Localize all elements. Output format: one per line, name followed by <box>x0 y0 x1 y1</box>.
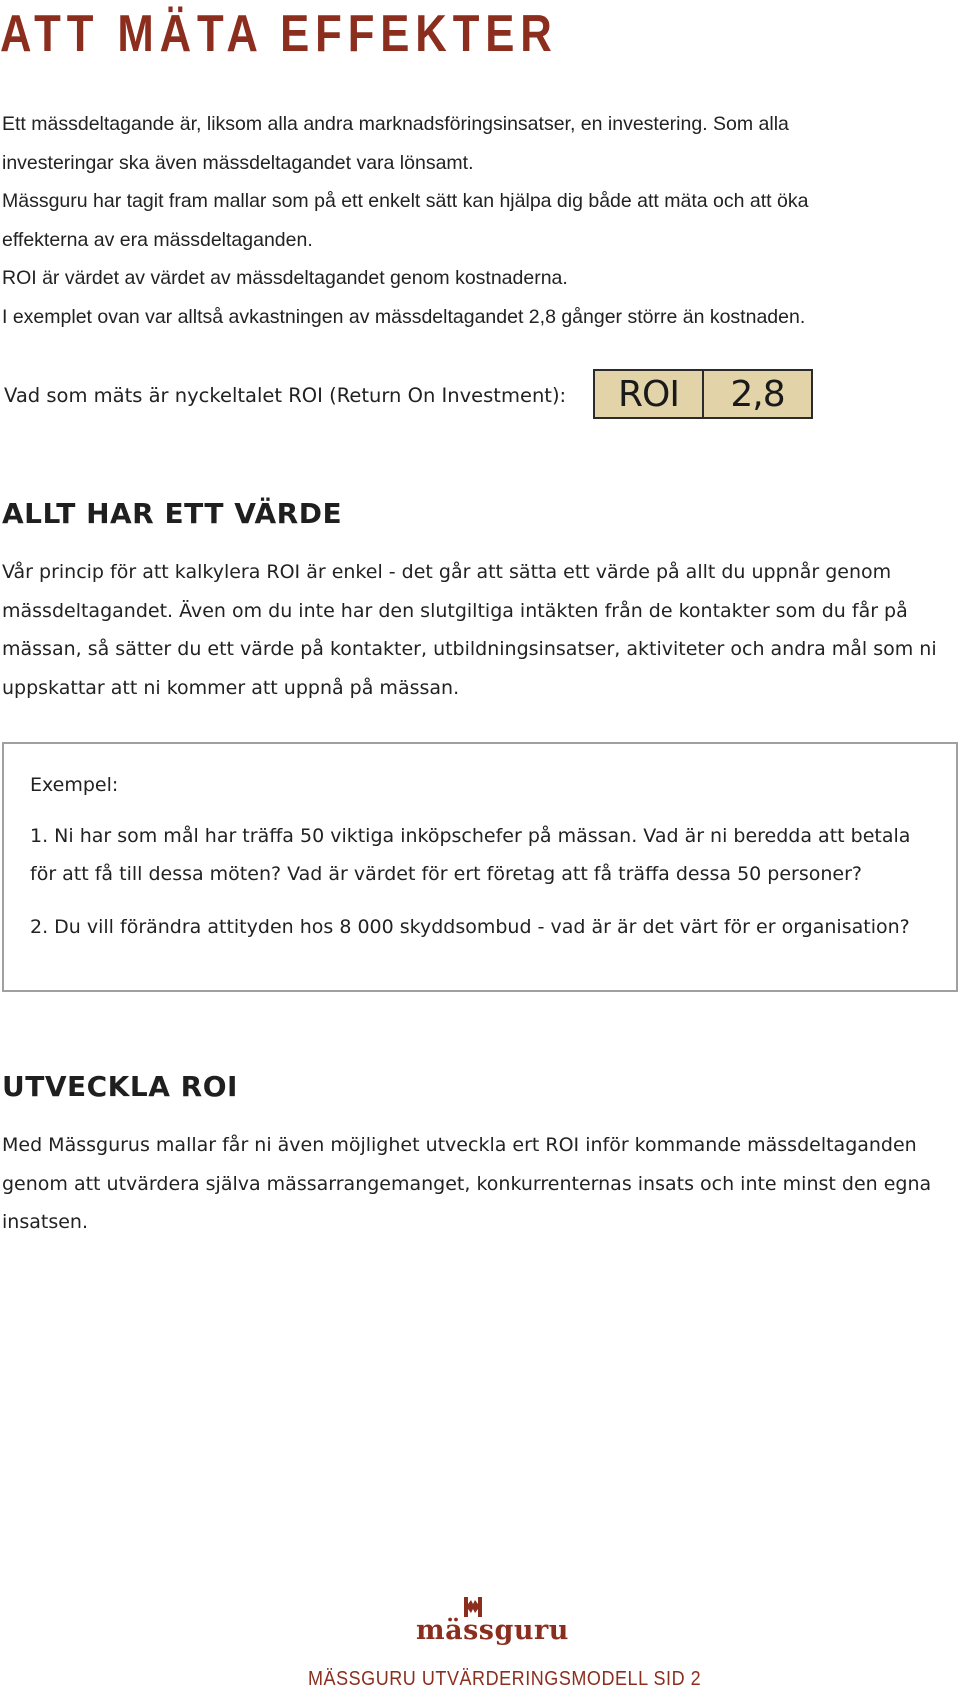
example-item: 1. Ni har som mål har träffa 50 viktiga inköpschefer på mässan. Vad är ni beredda att betala för att få till dessa möten? Vad är värdet för ert företag att få träffa dessa 50 personer? <box>30 825 911 885</box>
roi-description: Vad som mäts är nyckeltalet ROI (Return On Investment): <box>4 384 567 407</box>
roi-box <box>593 369 813 419</box>
intro-line: ROI är värdet av värdet av mässdeltagandet genom kostnaderna. <box>2 267 568 289</box>
intro-paragraph <box>2 105 952 336</box>
intro-line: Ett mässdeltagande är, liksom alla andra marknadsföringsinsatser, en investering. Som alla <box>2 113 789 135</box>
intro-line: Mässguru har tagit fram mallar som på ett enkelt sätt kan hjälpa dig både att mäta och att öka <box>2 190 809 212</box>
footer-caption: MÄSSGURU UTVÄRDERINGSMODELL SID 2 <box>308 1668 702 1690</box>
intro-line: investeringar ska även mässdeltagandet vara lönsamt. <box>2 151 474 174</box>
section-heading-allt-har-ett-varde: ALLT HAR ETT VÄRDE <box>2 497 343 530</box>
section-body-utveckla-roi: Med Mässgurus mallar får ni även möjlighet utveckla ert ROI inför kommande mässdeltaganden genom att utvärdera själva mässarrangemanget, konkurrenternas insats och inte minst den egna insatsen. <box>2 1134 932 1233</box>
example-label: Exempel: <box>30 774 119 796</box>
page-title: ATT MÄTA EFFEKTER <box>0 5 558 63</box>
intro-line: I exemplet ovan var alltså avkastningen av mässdeltagandet 2,8 gånger större än kostnaden. <box>2 305 806 328</box>
logo-wordmark: mässguru <box>416 1615 569 1646</box>
example-item: 2. Du vill förändra attityden hos 8 000 skyddsombud - vad är är det värt för er organisation? <box>30 916 910 938</box>
section-heading-utveckla-roi: UTVECKLA ROI <box>2 1070 238 1103</box>
intro-line: effekterna av era mässdeltaganden. <box>2 228 313 251</box>
footer <box>0 1595 960 1690</box>
roi-value: 2,8 <box>702 371 811 417</box>
example-box <box>2 742 958 992</box>
roi-label: ROI <box>618 373 679 415</box>
massguru-logo <box>416 1595 569 1655</box>
section-body-allt-har-ett-varde: Vår princip för att kalkylera ROI är enkel - det går att sätta ett värde på allt du uppnår genom mässdeltagandet. Även om du inte har den slutgiltiga intäkten från de kontakter som du får på mässan, så sätter du ett värde på kontakter, utbildningsinsatser, aktiviteter och andra mål som ni uppskattar att ni kommer att uppnå på mässan. <box>2 561 937 699</box>
